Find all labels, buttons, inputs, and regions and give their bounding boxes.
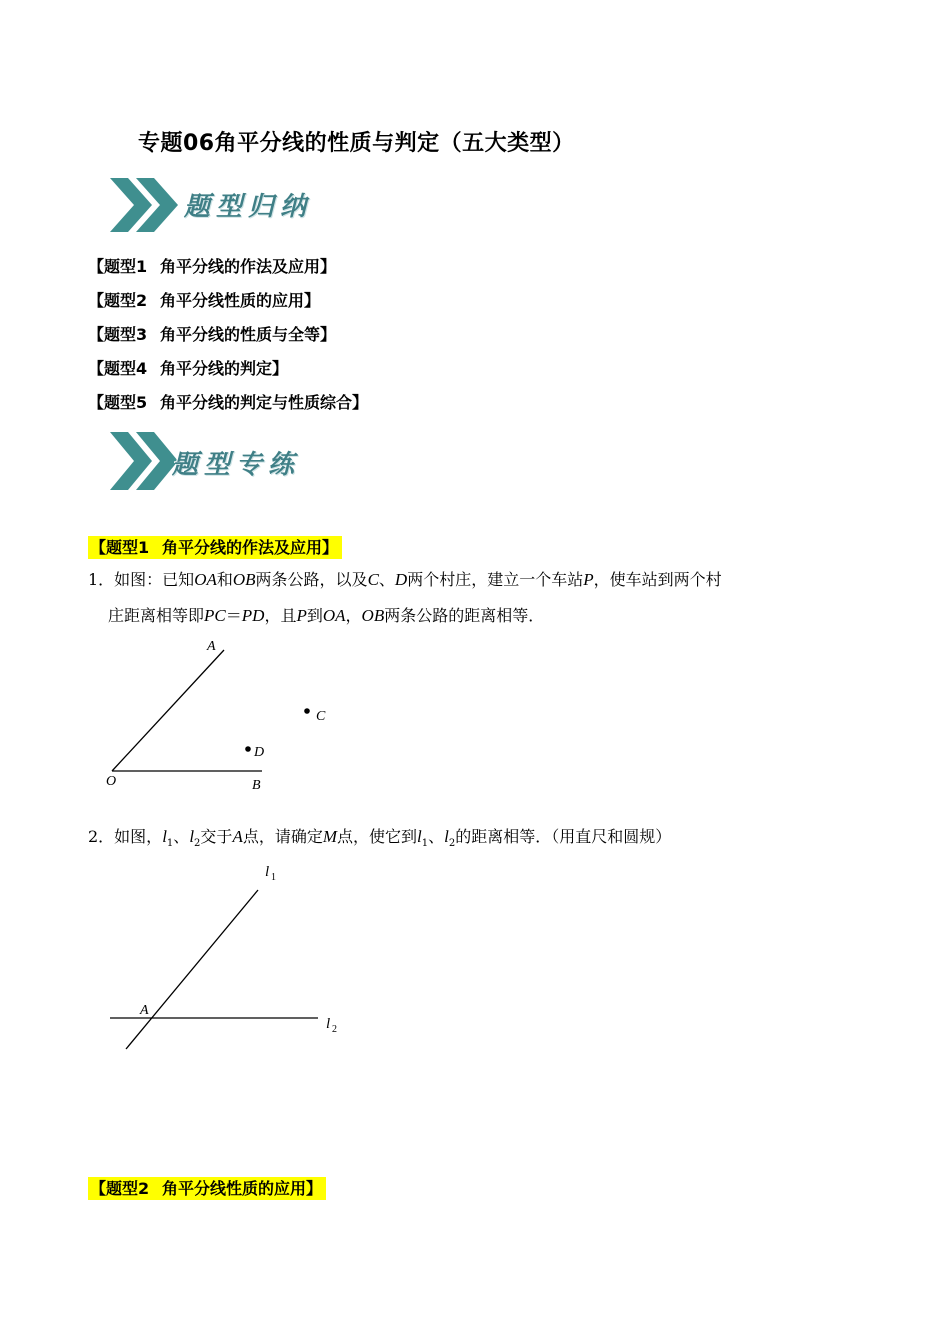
figure-intersecting-lines [100,852,360,1057]
point-c [304,708,310,714]
ray-oa [112,650,224,771]
banner-label: 题型归纳 [184,192,313,222]
point-d [245,746,251,752]
label-d: D [254,745,265,760]
toc-item[interactable]: 【题型4 角平分线的判定】 [88,359,289,378]
label-l2-sub: 2 [332,1024,337,1035]
label-l2: l [326,1016,331,1032]
section-heading: 【题型1 角平分线的作法及应用】 [88,535,342,558]
banner-label: 题型专练 [172,450,301,480]
page-title: 专题06角平分线的性质与判定（五大类型） [138,131,575,156]
label-b: B [252,778,261,793]
section-heading: 【题型2 角平分线性质的应用】 [88,1176,326,1199]
label-a: A [207,639,216,654]
toc-item[interactable]: 【题型1 角平分线的作法及应用】 [88,257,337,276]
label-c: C [316,709,326,724]
question-2: 2．如图，$l_1$、$l_2$交于A点，请确定M点，使它到$l_1$、$l_2$的距离相等．（用直尺和圆规） [88,827,672,850]
figure-angle-aob [100,632,360,797]
label-o: O [106,774,117,789]
label-l1: l [265,864,270,880]
toc-item[interactable]: 【题型5 角平分线的判定与性质综合】 [88,393,369,412]
toc-item[interactable]: 【题型3 角平分线的性质与全等】 [88,325,337,344]
line-l1 [126,890,258,1049]
label-l1-sub: 1 [271,872,276,883]
label-a: A [140,1003,149,1018]
question-1: 1．如图：已知OA和OB两条公路，以及C、D两个村庄，建立一个车站P，使车站到两个村 庄距离相等即PC＝PD，且P到OA，OB两条公路的距离相等． [88,570,722,625]
toc-item[interactable]: 【题型2 角平分线性质的应用】 [88,291,321,310]
section-banner-summary [102,172,322,242]
double-chevron-icon [106,174,186,236]
section-banner-practice [102,428,322,498]
